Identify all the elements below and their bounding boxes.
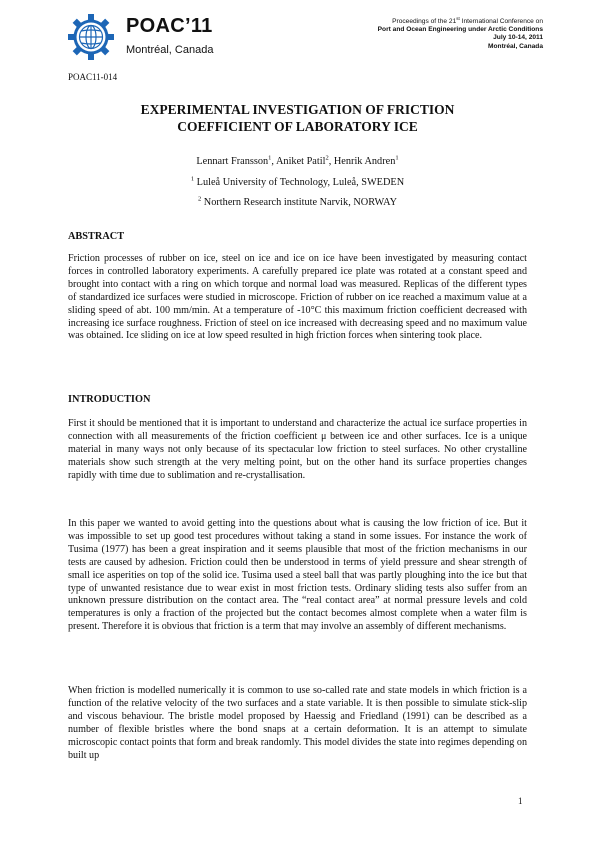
conference-location: Montréal, Canada bbox=[126, 44, 214, 56]
page-number: 1 bbox=[518, 796, 523, 806]
paper-title: EXPERIMENTAL INVESTIGATION OF FRICTION COEFFICIENT OF LABORATORY ICE bbox=[140, 102, 455, 134]
affiliation-2: $^2$ Northern Research institute Narvik, NORWAY bbox=[197, 195, 398, 208]
paper-id: POAC11-014 bbox=[68, 72, 118, 82]
proceedings-info: Proceedings of the 21st International Conference on Port and Ocean Engineering under Arctic Conditions July 10-14, 2011 Montréal, Canada bbox=[377, 15, 543, 50]
introduction-paragraph-3: When friction is modelled numerically it is common to use so-called rate and state models in which friction is a function of the relative velocity of the two surfaces and a state variable. It is then possible to simulate stick-slip and viscous behaviour. The bristle model proposed by Haessig and Friedland (1991) can be described as a number of flexible bristles where the bond snaps at a certain deformation. It is an attempt to simulate microscopic contact points that form and break randomly. This model divides the state into regimes depending on built up bbox=[68, 685, 527, 761]
introduction-paragraph-2: In this paper we wanted to avoid getting into the questions about what is causing the low friction of ice. But it was impossible to set up good test procedures without taking a stand in some issues. For instance the work of Tusima (1977) has been a great inspiration and it seems plausible that most of the friction mechanisms in our tests are caused by adhesion. Friction could then be understood in terms of yield pressure and shear strength of small ice asperities on top of the solid ice. Tusima used a steel ball that was partly ploughing into the ice but that type of unwanted resistance due to wear exist in most friction tests. Ordinary sliding tests also suffer from an unknown pressure distribution on the contact area. The “real contact area” at normal pressure levels and cold temperatures is only a fraction of the projected but the contact becomes almost complete when a water film is present. Therefore it is obvious that friction is a term that may involve an assembly of different mechanisms. bbox=[68, 518, 527, 633]
affiliation-1: $^1$ Luleå University of Technology, Luleå, SWEDEN bbox=[190, 175, 405, 188]
conference-name: POAC’11 bbox=[126, 15, 213, 37]
abstract-heading: ABSTRACT bbox=[68, 231, 125, 242]
poac-globe-logo-icon bbox=[68, 14, 114, 60]
introduction-paragraph-1: First it should be mentioned that it is important to understand and characterize the actual ice surface properties in connection with all measurements of the friction coefficient μ between ice and other surfaces. Ice is a unique material in many ways not only because of its spectacular low friction to steel surfaces. No other crystalline materials show such strength at the very melting point, but on the other hand its surface properties changes rapidly with time due to sublimation and re-crystallisation. bbox=[68, 418, 527, 481]
introduction-heading: INTRODUCTION bbox=[68, 394, 151, 405]
author-list: Lennart Fransson$^1$, Aniket Patil$^2$, Henrik Andren$^1$ bbox=[196, 154, 399, 167]
page-header bbox=[68, 12, 543, 62]
abstract-paragraph: Friction processes of rubber on ice, steel on ice and ice on ice have been investigated by measuring contact forces in controlled laboratory experiments. A carefully prepared ice plate was rotated at a constant speed and brought into contact with a ring on which torque and normal load was measured. Replicas of the different types of standardized ice surfaces were studied in microscope. Friction of rubber on ice reached a maximum value at a sliding speed of abt. 100 mm/min. At a temperature of -10°C this maximum friction coefficient decreased with increasing ice surface roughness. Friction of steel on ice increased with decreasing speed and no maximum value was obtained. Ice sliding on ice at low speed resulted in high friction forces when sintering took place. bbox=[68, 253, 527, 342]
